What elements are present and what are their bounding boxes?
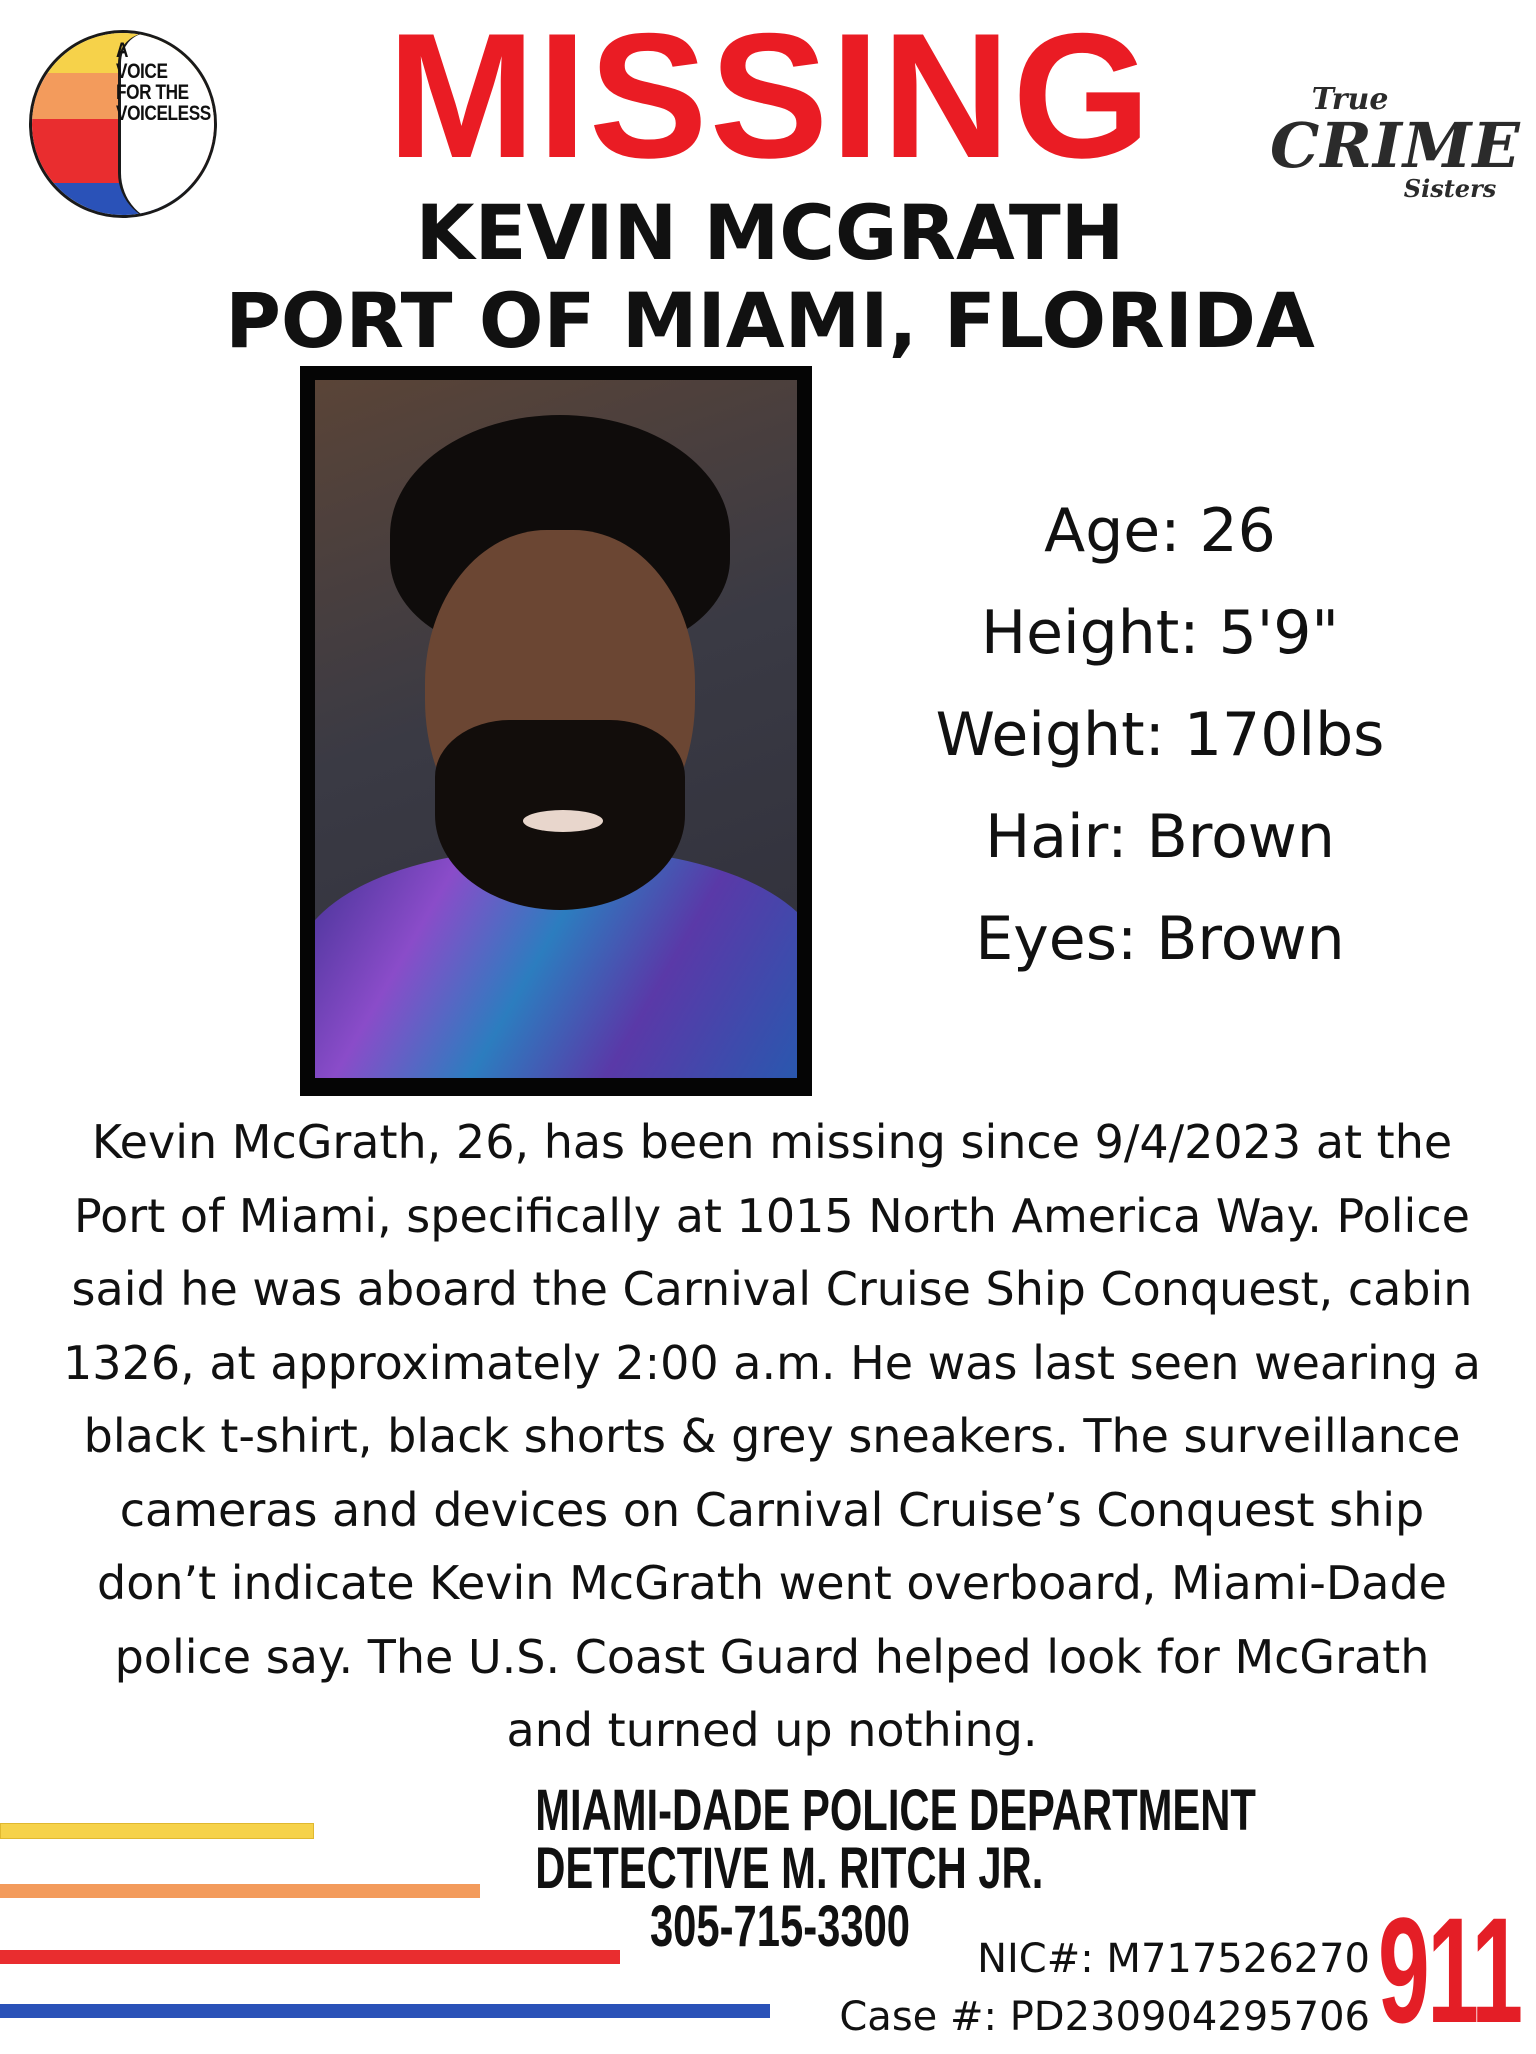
case-description	[28, 1106, 1516, 1768]
logo-line-3: FOR THE	[116, 81, 189, 104]
logo-line-1: A	[116, 39, 129, 62]
logo-crime: CRIME	[1270, 109, 1521, 182]
photo-mouth	[523, 810, 603, 832]
missing-person-name: KEVIN MCGRATH	[415, 188, 1125, 277]
stat-hair: Hair: Brown	[985, 802, 1335, 872]
description-line: and turned up nothing.	[506, 1703, 1038, 1757]
person-photo	[315, 380, 797, 1078]
stripe-orange	[0, 1884, 480, 1898]
case-number: Case #: PD230904295706	[839, 1994, 1370, 2040]
logo-line-4: VOICELESS	[116, 102, 211, 125]
missing-title: MISSING	[387, 0, 1153, 195]
description-line: Kevin McGrath, 26, has been missing since 9/4/2023 at the	[91, 1115, 1453, 1169]
stripe-red	[0, 1950, 620, 1964]
stat-weight: Weight: 170lbs	[935, 700, 1385, 770]
stat-age: Age: 26	[1044, 496, 1276, 566]
true-crime-sisters-logo	[1270, 82, 1521, 203]
missing-location: PORT OF MIAMI, FLORIDA	[225, 276, 1315, 365]
description-line: don’t indicate Kevin McGrath went overboard, Miami-Dade	[97, 1556, 1447, 1610]
detective-name: DETECTIVE M. RITCH JR.	[535, 1836, 1044, 1901]
description-line: black t-shirt, black shorts & grey sneakers. The surveillance	[83, 1409, 1461, 1463]
logo-true: True	[1311, 82, 1389, 117]
description-line: cameras and devices on Carnival Cruise’s Conquest ship	[119, 1482, 1425, 1537]
physical-description	[880, 480, 1440, 990]
stripe-yellow	[0, 1823, 314, 1839]
contact-phone: 305-715-3300	[649, 1894, 911, 1959]
case-ids	[770, 1930, 1370, 2046]
stripe-blue	[0, 2004, 770, 2018]
logo-text	[116, 39, 211, 125]
description-line: 1326, at approximately 2:00 a.m. He was last seen wearing a	[63, 1335, 1481, 1390]
department-name: MIAMI-DADE POLICE DEPARTMENT	[535, 1778, 1256, 1843]
emergency-number: 911	[1378, 1886, 1521, 2054]
logo-sisters: Sisters	[1403, 174, 1497, 203]
logo-line-2: VOICE	[116, 60, 168, 83]
description-line: police say. The U.S. Coast Guard helped look for McGrath	[114, 1629, 1430, 1684]
nic-number: NIC#: M717526270	[977, 1936, 1370, 1982]
description-line: Port of Miami, specifically at 1015 North America Way. Police	[74, 1188, 1470, 1243]
stat-height: Height: 5'9"	[980, 598, 1340, 668]
stat-eyes: Eyes: Brown	[975, 904, 1345, 974]
description-line: said he was aboard the Carnival Cruise Ship Conquest, cabin	[71, 1262, 1473, 1316]
